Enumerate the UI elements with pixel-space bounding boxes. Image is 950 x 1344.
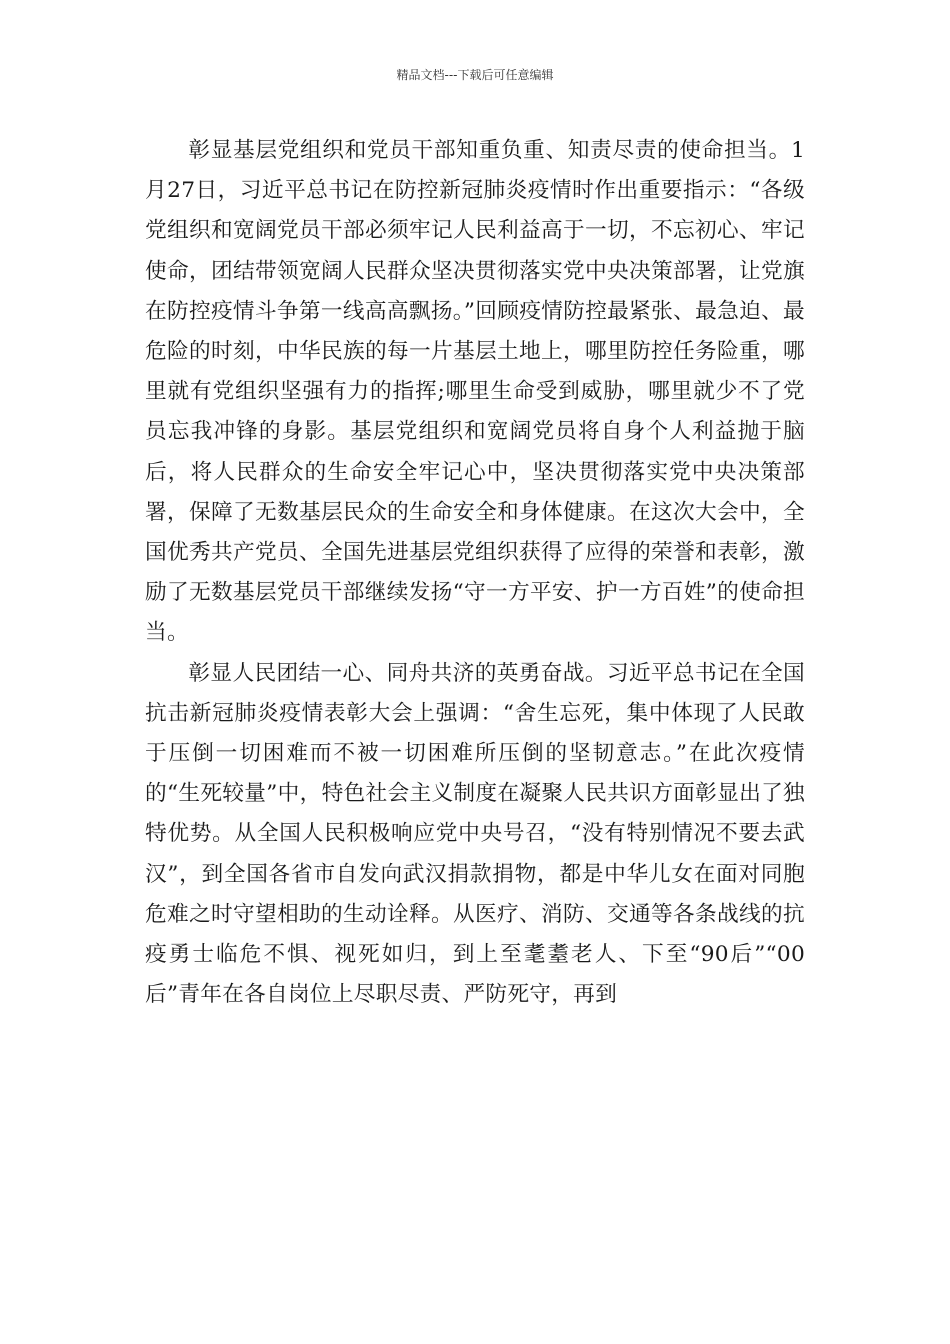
document-body <box>145 131 805 1015</box>
paragraph-1: 彰显基层党组织和党员干部知重负重、知责尽责的使命担当。1月27日，习近平总书记在防控新冠肺炎疫情时作出重要指示：“各级党组织和宽阔党员干部必须牢记人民利益高于一切，不忘初心、牢记使命，团结带领宽阔人民群众坚决贯彻落实党中央决策部署，让党旗在防控疫情斗争第一线高高飘扬。”回顾疫情防控最紧张、最急迫、最危险的时刻，中华民族的每一片基层土地上，哪里防控任务险重，哪里就有党组织坚强有力的指挥;哪里生命受到威胁，哪里就少不了党员忘我冲锋的身影。基层党组织和宽阔党员将自身个人利益抛于脑后，将人民群众的生命安全牢记心中，坚决贯彻落实党中央决策部署，保障了无数基层民众的生命安全和身体健康。在这次大会中，全国优秀共产党员、全国先进基层党组织获得了应得的荣誉和表彰，激励了无数基层党员干部继续发扬“守一方平安、护一方百姓”的使命担当。 <box>145 138 805 646</box>
paragraph-2: 彰显人民团结一心、同舟共济的英勇奋战。习近平总书记在全国抗击新冠肺炎疫情表彰大会上强调：“舍生忘死，集中体现了人民敢于压倒一切困难而不被一切困难所压倒的坚韧意志。”在此次疫情的“生死较量”中，特色社会主义制度在凝聚人民共识方面彰显出了独特优势。从全国人民积极响应党中央号召，“没有特别情况不要去武汉”，到全国各省市自发向武汉捐款捐物，都是中华儿女在面对同胞危难之时守望相助的生动诠释。从医疗、消防、交通等各条战线的抗疫勇士临危不惧、视死如归，到上至耄耋老人、下至“90后”“00后”青年在各自岗位上尽职尽责、严防死守，再到 <box>145 660 805 1008</box>
page-header: 精品文档---下载后可任意编辑 <box>396 68 554 82</box>
